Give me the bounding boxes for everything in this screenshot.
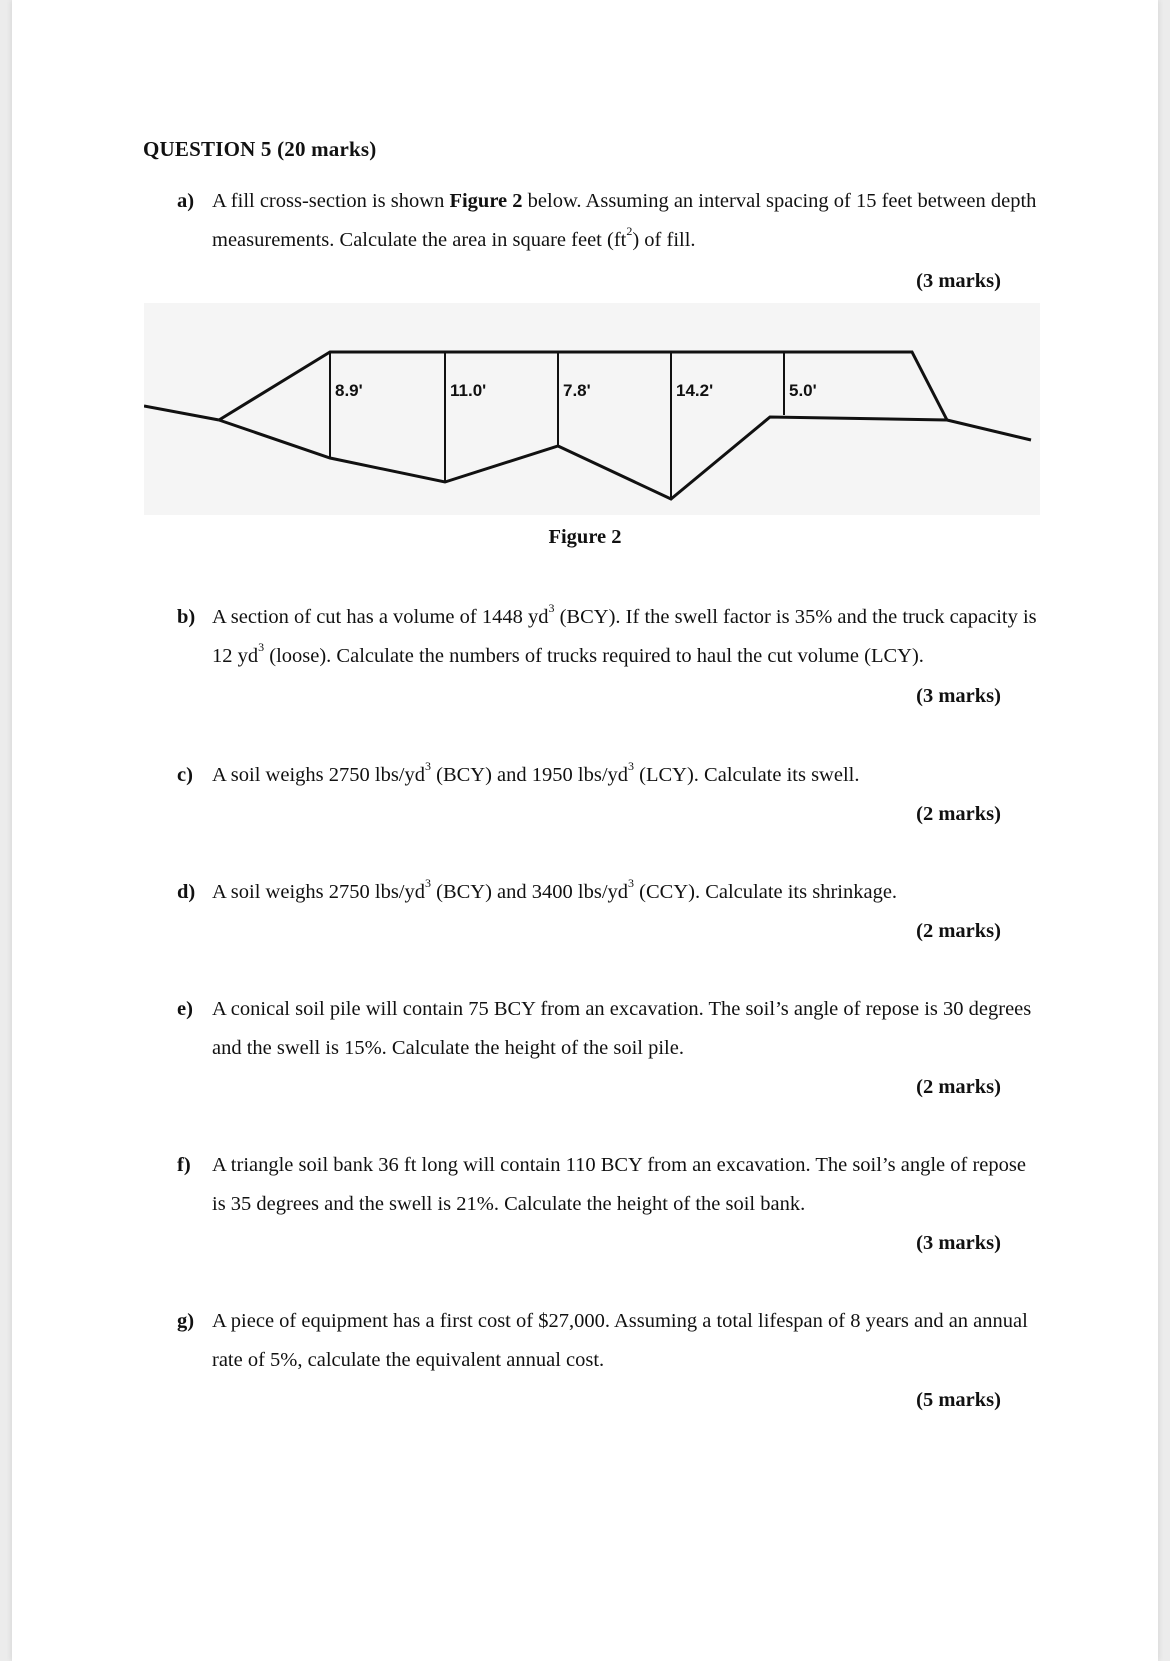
depth-label-5: 5.0': [789, 381, 817, 400]
part-d-marks: (2 marks): [916, 920, 1001, 942]
figure-caption: Figure 2: [548, 526, 622, 548]
question-title: QUESTION 5 (20 marks): [143, 137, 377, 161]
part-b: [177, 598, 1042, 676]
fill-bottom-line: [219, 417, 947, 499]
document-page: [12, 0, 1158, 1661]
part-e-letter: e): [177, 998, 193, 1020]
part-g-letter: g): [177, 1310, 195, 1332]
part-a: [177, 182, 1042, 260]
part-a-marks: (3 marks): [916, 270, 1001, 292]
figure-2: [144, 303, 1040, 515]
part-a-text: A fill cross-section is shown Figure 2 below. Assuming an interval spacing of 15 feet between depth measurements. Calculate the area in square feet $(ft^2)$ of fill.: [212, 190, 1037, 251]
depth-label-3: 7.8': [563, 381, 591, 400]
part-g: [177, 1302, 1042, 1380]
ground-line-right: [947, 420, 1031, 440]
part-d-letter: d): [177, 881, 196, 903]
part-f-letter: f): [177, 1154, 191, 1176]
fill-cross-section-diagram: [144, 303, 1040, 515]
depth-label-4: 14.2': [676, 381, 714, 400]
part-d-text: A soil weighs 2750 lbs/$yd^3$ (BCY) and 3400 lbs/$yd^3$ (CCY). Calculate its shrinkage.: [212, 876, 898, 903]
ground-line-left: [144, 406, 219, 420]
part-f-text: A triangle soil bank 36 ft long will contain 110 BCY from an excavation. The soil’s angle of repose is 35 degrees and the swell is 21%. Calculate the height of the soil bank.: [212, 1154, 1026, 1215]
part-c-marks: (2 marks): [916, 803, 1001, 825]
part-a-letter: a): [177, 190, 195, 212]
part-c: [177, 756, 1042, 795]
part-e-marks: (2 marks): [916, 1076, 1001, 1098]
depth-label-2: 11.0': [450, 381, 487, 400]
part-b-marks: (3 marks): [916, 685, 1001, 707]
part-e: [177, 990, 1042, 1068]
part-d: [177, 873, 1042, 912]
part-g-text: A piece of equipment has a first cost of $27,000. Assuming a total lifespan of 8 years and an annual rate of 5%, calculate the equivalent annual cost.: [212, 1310, 1028, 1371]
part-c-letter: c): [177, 764, 193, 786]
part-f-marks: (3 marks): [916, 1232, 1001, 1254]
depth-label-1: 8.9': [335, 381, 363, 400]
part-b-letter: b): [177, 606, 196, 628]
part-e-text: A conical soil pile will contain 75 BCY from an excavation. The soil’s angle of repose is 30 degrees and the swell is 15%. Calculate the height of the soil pile.: [212, 998, 1032, 1059]
part-f: [177, 1146, 1042, 1224]
part-g-marks: (5 marks): [916, 1389, 1001, 1411]
part-b-text: A section of cut has a volume of 1448 $yd^3$ (BCY). If the swell factor is 35% and the truck capacity is 12 $yd^3$ (loose). Calculate the numbers of trucks required to haul the cut volume (LCY).: [212, 601, 1037, 667]
part-c-text: A soil weighs 2750 lbs/$yd^3$ (BCY) and 1950 lbs/$yd^3$ (LCY). Calculate its swell.: [212, 759, 860, 786]
